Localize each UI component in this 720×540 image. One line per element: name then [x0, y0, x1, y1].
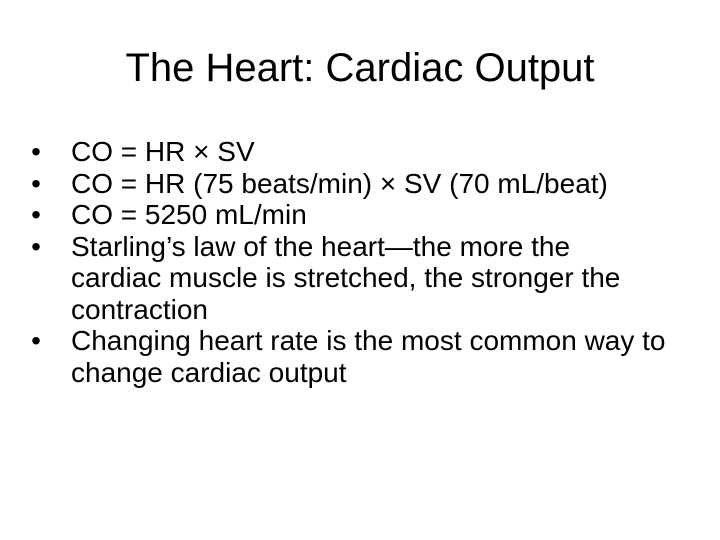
bullet-item: • CO = HR × SV: [26, 136, 666, 168]
bullet-item: • Starling’s law of the heart—the more the cardiac muscle is stretched, the stronger the contraction: [26, 231, 666, 326]
bullet-item: • CO = 5250 mL/min: [26, 199, 666, 231]
bullet-item: • Changing heart rate is the most common way to change cardiac output: [26, 325, 666, 388]
bullet-item: • CO = HR (75 beats/min) × SV (70 mL/beat): [26, 168, 666, 200]
slide-title: The Heart: Cardiac Output: [125, 46, 595, 90]
bullet-list: [26, 136, 666, 388]
